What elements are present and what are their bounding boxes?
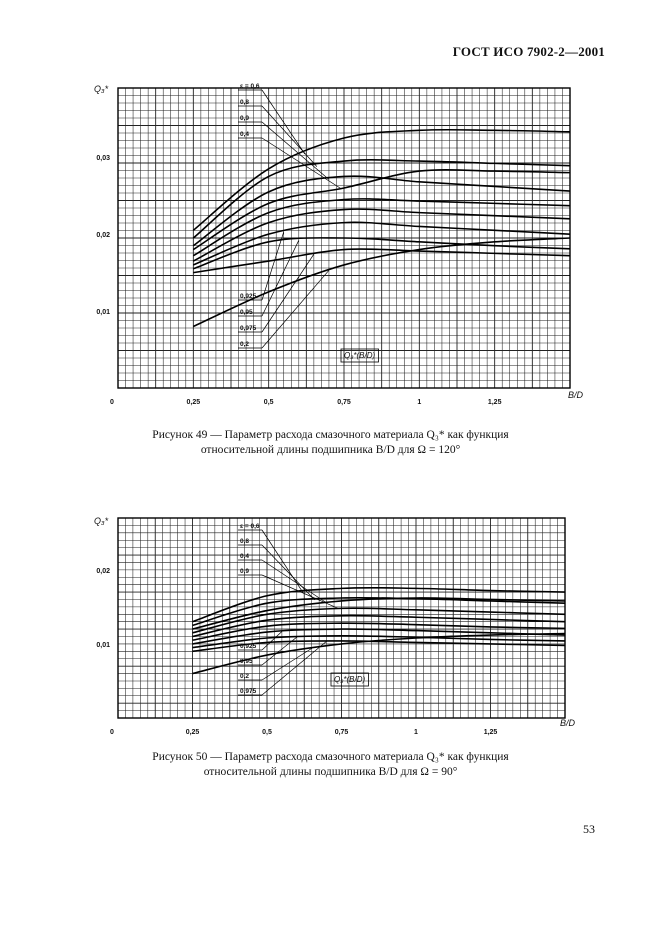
curve-label: 0,925 bbox=[240, 643, 257, 650]
x-tick-label: 0,75 bbox=[334, 729, 349, 736]
chart-figure-50 bbox=[0, 510, 661, 746]
curve-label: 0,4 bbox=[240, 131, 250, 138]
curve-label: 0,975 bbox=[240, 688, 257, 695]
curve-label: 0,9 bbox=[240, 568, 250, 575]
curve-label: 0,2 bbox=[240, 673, 250, 680]
y-tick-label: 0,01 bbox=[96, 641, 110, 649]
x-tick-label: 0,5 bbox=[262, 729, 272, 736]
curve-label: ε = 0,6 bbox=[240, 523, 260, 530]
curve-label: 0,8 bbox=[240, 99, 250, 106]
curve-label: 0,95 bbox=[240, 658, 253, 665]
curve-label: 0,975 bbox=[240, 325, 257, 332]
chart-annotation: Q₃*(B/D) bbox=[334, 675, 366, 684]
chart-annotation: Q₃*(B/D) bbox=[344, 351, 376, 360]
curve-label: ε = 0,6 bbox=[240, 83, 260, 90]
x-axis-label: B/D bbox=[560, 718, 576, 728]
curve-label: 0,925 bbox=[240, 293, 257, 300]
figure-49-caption-line2: относительной длины подшипника B/D для Ω = 120° bbox=[200, 444, 461, 456]
x-tick-label: 0,5 bbox=[263, 399, 274, 406]
standard-header: ГОСТ ИСО 7902-2—2001 bbox=[452, 44, 605, 59]
y-tick-label: 0,01 bbox=[96, 309, 110, 317]
curve-label: 0,2 bbox=[240, 341, 250, 348]
y-tick-label: 0,02 bbox=[96, 232, 110, 240]
x-axis-label: B/D bbox=[568, 390, 584, 400]
curve-label: 0,4 bbox=[240, 553, 250, 560]
x-tick-label: 1 bbox=[414, 729, 418, 736]
x-tick-label: 0,75 bbox=[337, 399, 351, 406]
x-tick-label: 1 bbox=[417, 399, 422, 406]
x-tick-label: 1,25 bbox=[483, 729, 498, 736]
figure-49-caption-line1: Рисунок 49 — Параметр расхода смазочного материала Q₃* как функция bbox=[152, 429, 509, 441]
figure-49-caption bbox=[0, 428, 661, 458]
x-tick-label: 0,25 bbox=[185, 729, 200, 736]
x-tick-label: 1,25 bbox=[487, 399, 502, 406]
curve-leader-line bbox=[262, 560, 327, 603]
curve-label: 0,8 bbox=[240, 538, 250, 545]
figure-50-caption-line1: Рисунок 50 — Параметр расхода смазочного материала Q₃* как функция bbox=[152, 751, 509, 763]
curve-leader-line bbox=[262, 122, 329, 180]
curve-label: 0,95 bbox=[240, 309, 253, 316]
y-tick-label: 0,02 bbox=[96, 567, 110, 575]
x-tick-label: 0,25 bbox=[186, 399, 201, 406]
chart-figure-49 bbox=[0, 80, 661, 416]
y-axis-label: Q₃* bbox=[94, 84, 109, 94]
y-tick-label: 0,03 bbox=[96, 155, 110, 163]
figure-50-caption-line2: относительной длины подшипника B/D для Ω = 90° bbox=[203, 766, 458, 778]
x-tick-label: 0 bbox=[110, 399, 114, 406]
curve-label: 0,9 bbox=[240, 115, 250, 122]
page-number: 53 bbox=[583, 822, 595, 836]
curve-leader-line bbox=[262, 641, 327, 695]
x-tick-label: 0 bbox=[110, 729, 114, 736]
curve-leader-line bbox=[262, 631, 282, 650]
chart-grid bbox=[118, 518, 565, 718]
figure-50-caption bbox=[0, 750, 661, 780]
y-axis-label: Q₃* bbox=[94, 516, 109, 526]
